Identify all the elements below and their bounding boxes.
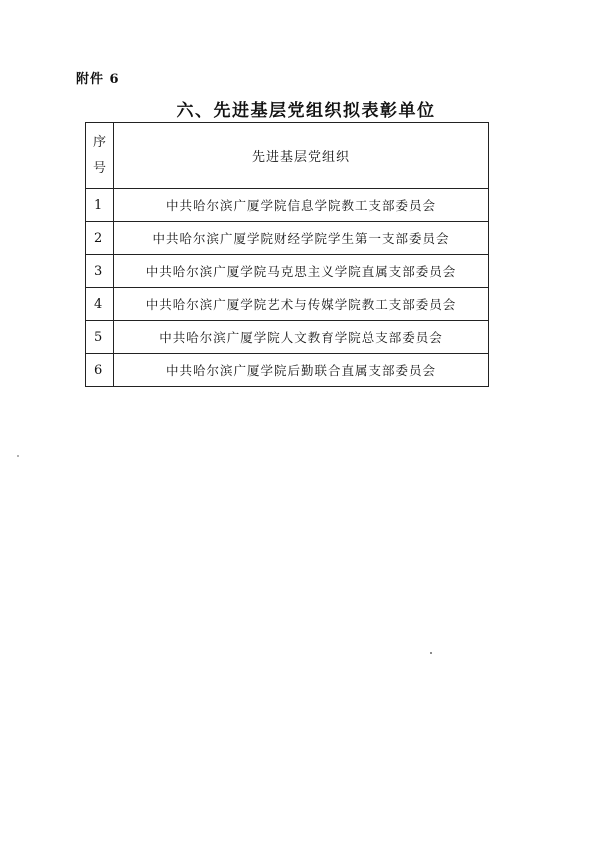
header-index-cell [86, 123, 114, 189]
table-row [86, 189, 489, 222]
row-org-name: 中共哈尔滨广厦学院人文教育学院总支部委员会 [114, 321, 489, 354]
header-index-line: 号 [92, 160, 106, 176]
row-org-name: 中共哈尔滨广厦学院后勤联合直属支部委员会 [114, 354, 489, 387]
header-index-line: 序 [92, 134, 106, 150]
table-row [86, 354, 489, 387]
page-title: 六、先进基层党组织拟表彰单位 [176, 101, 436, 121]
table-row [86, 222, 489, 255]
row-index: 2 [86, 222, 114, 255]
scan-speck [17, 455, 19, 457]
row-org-name: 中共哈尔滨广厦学院马克思主义学院直属支部委员会 [114, 255, 489, 288]
table-row [86, 321, 489, 354]
row-index: 5 [86, 321, 114, 354]
honor-table [85, 122, 489, 387]
attachment-label: 附件 6 [76, 72, 120, 87]
row-index: 1 [86, 189, 114, 222]
row-org-name: 中共哈尔滨广厦学院信息学院教工支部委员会 [114, 189, 489, 222]
row-index: 6 [86, 354, 114, 387]
row-index: 3 [86, 255, 114, 288]
table-row [86, 288, 489, 321]
table-row [86, 255, 489, 288]
row-index: 4 [86, 288, 114, 321]
table-header-row [86, 123, 489, 189]
scan-speck [430, 652, 432, 654]
header-org-cell: 先进基层党组织 [114, 123, 489, 189]
row-org-name: 中共哈尔滨广厦学院艺术与传媒学院教工支部委员会 [114, 288, 489, 321]
row-org-name: 中共哈尔滨广厦学院财经学院学生第一支部委员会 [114, 222, 489, 255]
